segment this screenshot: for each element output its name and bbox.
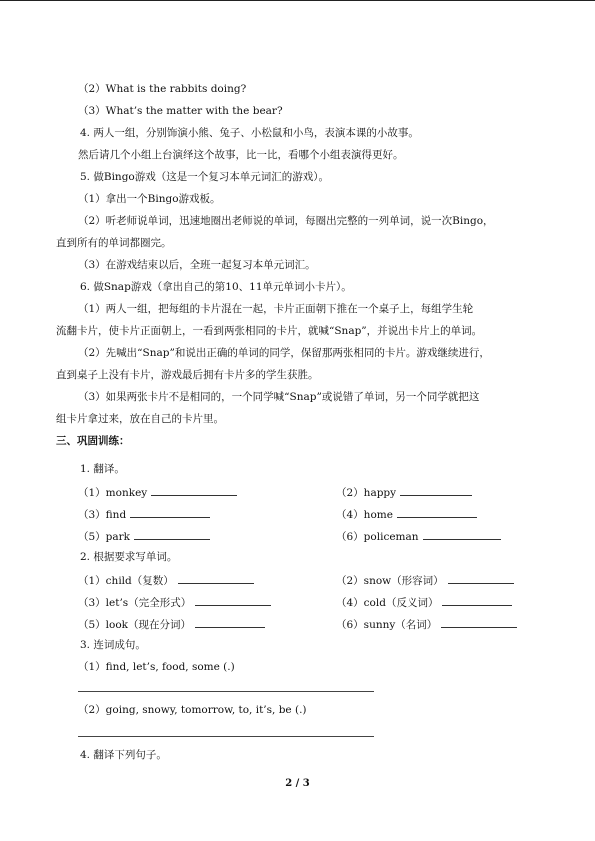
page-number: 2 / 3 — [285, 778, 310, 789]
text-line: （3）What’s the matter with the bear? — [78, 105, 283, 117]
text-line: 4. 两人一组，分别饰演小熊、兔子、小松鼠和小鸟，表演本课的小故事。 — [80, 127, 419, 139]
text-line: （2）先喊出“Snap”和说出正确的单词的同学，保留那两张相同的卡片。游戏继续进行， — [78, 347, 490, 359]
translate-item: （1）monkey — [78, 484, 237, 500]
word-item: （6）sunny（名词） — [336, 616, 517, 632]
answer-blank[interactable] — [195, 594, 271, 606]
answer-blank[interactable] — [397, 506, 477, 518]
text-line: 直到桌子上没有卡片，游戏最后拥有卡片多的学生获胜。 — [56, 369, 319, 381]
scramble-item: （2）going, snowy, tomorrow, to, it’s, be (.) — [78, 704, 307, 716]
word-item: （3）let’s（完全形式） — [78, 594, 271, 610]
text-line: 直到所有的单词都圈完。 — [56, 237, 172, 249]
text-line: 6. 做Snap游戏（拿出自己的第10、11单元单词小卡片）。 — [80, 281, 352, 293]
answer-blank[interactable] — [423, 528, 501, 540]
answer-line[interactable] — [78, 691, 374, 692]
scramble-item: （1）find, let’s, food, some (.) — [78, 661, 235, 673]
answer-blank[interactable] — [130, 506, 210, 518]
translate-item: （6）policeman — [336, 528, 501, 544]
answer-blank[interactable] — [442, 594, 512, 606]
question-heading: 3. 连词成句。 — [80, 639, 146, 651]
translate-item: （5）park — [78, 528, 210, 544]
answer-blank[interactable] — [134, 528, 210, 540]
text-line: （2）What is the rabbits doing? — [78, 83, 247, 95]
text-line: 流翻卡片，使卡片正面朝上，一看到两张相同的卡片，就喊“Snap”，并说出卡片上的单词。 — [56, 325, 483, 337]
answer-blank[interactable] — [178, 572, 254, 584]
translate-item: （2）happy — [336, 484, 472, 500]
text-line: 组卡片拿过来，放在自己的卡片里。 — [56, 413, 224, 425]
text-line: （1）两人一组，把每组的卡片混在一起，卡片正面朝下推在一个桌子上，每组学生轮 — [78, 303, 474, 315]
text-line: （3）如果两张卡片不是相同的，一个同学喊“Snap”或说错了单词，另一个同学就把这 — [78, 391, 480, 403]
word-item: （2）snow（形容词） — [336, 572, 514, 588]
word-item: （1）child（复数） — [78, 572, 254, 588]
text-line: （3）在游戏结束以后，全班一起复习本单元词汇。 — [78, 259, 316, 271]
question-heading: 1. 翻译。 — [80, 463, 125, 475]
section-heading: 三、巩固训练： — [56, 435, 130, 447]
word-item: （5）look（现在分词） — [78, 616, 265, 632]
page-top-border — [0, 0, 595, 1]
text-line: 然后请几个小组上台演绎这个故事，比一比，看哪个小组表演得更好。 — [78, 149, 404, 161]
word-item: （4）cold（反义词） — [336, 594, 512, 610]
answer-blank[interactable] — [441, 616, 517, 628]
question-heading: 2. 根据要求写单词。 — [80, 551, 178, 563]
answer-blank[interactable] — [400, 484, 472, 496]
question-heading: 4. 翻译下列句子。 — [80, 749, 167, 761]
answer-blank[interactable] — [151, 484, 237, 496]
answer-blank[interactable] — [448, 572, 514, 584]
answer-blank[interactable] — [195, 616, 265, 628]
answer-line[interactable] — [78, 736, 374, 737]
text-line: （2）听老师说单词，迅速地圈出老师说的单词，每圈出完整的一列单词，说一次Bingo， — [78, 215, 494, 227]
translate-item: （4）home — [336, 506, 477, 522]
text-line: （1）拿出一个Bingo游戏板。 — [78, 193, 221, 205]
translate-item: （3）find — [78, 506, 210, 522]
text-line: 5. 做Bingo游戏（这是一个复习本单元词汇的游戏）。 — [80, 171, 329, 183]
